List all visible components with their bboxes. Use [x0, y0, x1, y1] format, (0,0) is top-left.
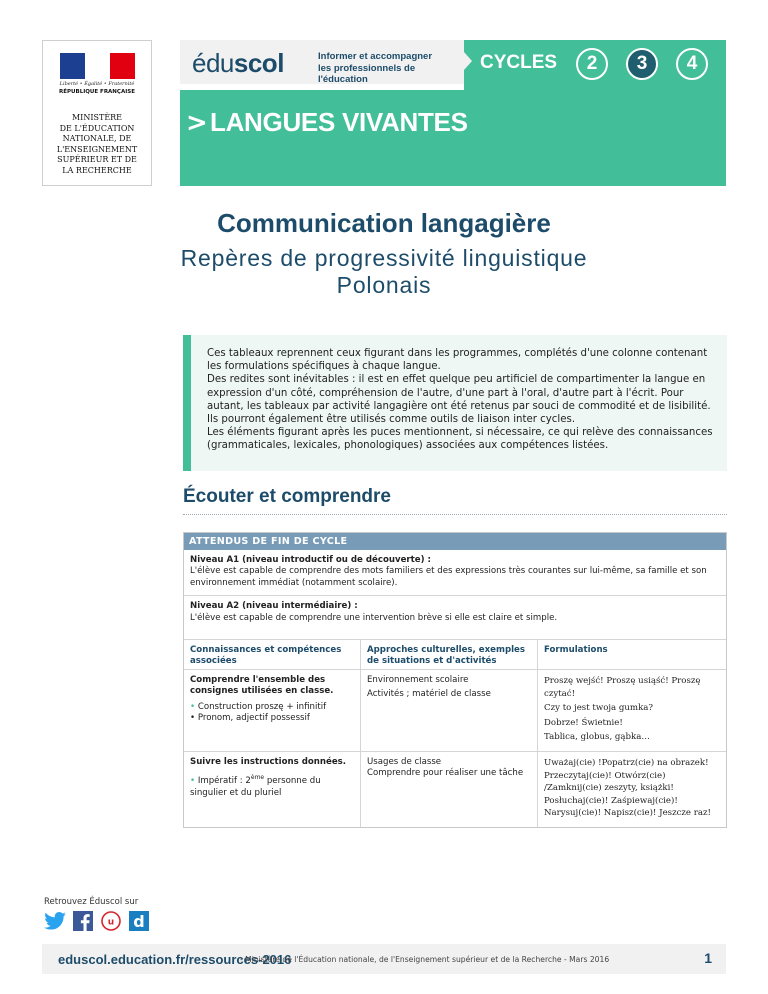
eduscol-logo[interactable]: éduscol [192, 48, 284, 78]
formulation: Uważaj(cie) !Popatrz(cie) na obrazek! Przeczytaj(cie)! Otwórz(cie) /Zamknij(cie) zeszyty, książki! Posłuchaj(cie)! Zaśpiewaj(cie)! Narysuj(cie)! Napisz(cie)! Jeszcze raz! [544, 758, 711, 819]
intro-box [183, 335, 727, 471]
dailymotion-icon[interactable] [128, 910, 150, 932]
table-header: ATTENDUS DE FIN DE CYCLE [184, 533, 726, 550]
subject-banner [180, 90, 726, 186]
page-subtitle: Repères de progressivité linguistique Polonais [180, 245, 588, 298]
footer-link[interactable]: eduscol.education.fr/ressources-2016 [58, 952, 292, 967]
intro-paragraph: Les éléments figurant après les puces mentionnent, si nécessaire, ce qui relève des connaissances (grammaticales, lexicales, phonologiques) associées aux compétences listées. [207, 427, 713, 452]
table-cell-competence [184, 670, 361, 752]
svg-text:d: d [133, 912, 145, 931]
footer-bar [42, 944, 726, 974]
competence-title: Comprendre l'ensemble des consignes utilisées en classe. [190, 675, 334, 697]
cycle-2-badge: 2 [576, 48, 608, 80]
level-a2 [184, 596, 726, 640]
section-divider [183, 514, 727, 515]
table-cell-formulations [538, 752, 726, 827]
cycle-4-badge: 4 [676, 48, 708, 80]
table-cell-approaches [361, 670, 538, 752]
competence-title: Suivre les instructions données. [190, 757, 347, 767]
table-cell-formulations [538, 670, 726, 752]
eduscol-banner [180, 40, 464, 84]
cycles-label: CYCLES [480, 52, 558, 73]
canalu-icon[interactable] [100, 910, 122, 932]
republic-name: RÉPUBLIQUE FRANÇAISE [59, 89, 135, 95]
social-caption: Retrouvez Éduscol sur [44, 897, 139, 907]
list-item: • Pronom, adjectif possessif [190, 713, 310, 724]
intro-paragraph: Des redites sont inévitables : il est en effet quelque peu artificiel de compartimenter la langue en expression d'un côté, compréhension de l'autre, d'une part à l'oral, d'autre part à l'écrit. Pour autant, les tableaux par activité langagière ont été retenus par souci de commodité et de lisibilité. [207, 374, 711, 412]
social-links [44, 910, 150, 932]
page-title: Communication langagière [217, 208, 551, 238]
level-title: Niveau A1 (niveau introductif ou de découverte) : [190, 555, 431, 565]
approach-item: Usages de classe [367, 757, 442, 767]
competence-table [183, 532, 727, 828]
banner-arrow [464, 52, 472, 70]
level-title: Niveau A2 (niveau intermédiaire) : [190, 601, 358, 612]
ministry-name: MINISTÈRE DE L'ÉDUCATION NATIONALE, DE L'ENSEIGNEMENT SUPÉRIEUR ET DE LA RECHERCHE [56, 113, 138, 175]
list-item: • Impératif : 2ème personne du singulier et du pluriel [190, 774, 321, 798]
table-cell-approaches [361, 752, 538, 827]
section-title: Écouter et comprendre [183, 486, 391, 507]
table-cell-competence [184, 752, 361, 827]
facebook-icon[interactable] [72, 910, 94, 932]
level-a1 [184, 550, 726, 596]
approach-item: Activités ; matériel de classe [367, 689, 491, 700]
cycle-3-badge: 3 [626, 48, 658, 80]
intro-paragraph: Ils pourront également être utilisés comme outils de liaison inter cycles. [207, 414, 576, 426]
list-item: • Construction proszę + infinitif [190, 701, 327, 712]
svg-text:u: u [107, 917, 115, 928]
marianne-flag-logo [60, 53, 135, 79]
level-text: L'élève est capable de comprendre une intervention brève si elle est claire et simple. [190, 612, 558, 623]
formulation: Dobrze! Świetnie! [544, 717, 623, 728]
column-header: Connaissances et compétences associées [184, 640, 361, 670]
subject-title: LANGUES VIVANTES [210, 107, 468, 137]
intro-paragraph: Ces tableaux reprennent ceux figurant dans les programmes, complétés d'une colonne contenant les formulations spécifiques à chaque langue. [207, 348, 708, 373]
republic-motto: Liberté • Égalité • Fraternité [59, 81, 135, 87]
chevron-right-icon: > [186, 108, 208, 138]
footer-info: - Ministère de l'Éducation nationale, de l'Enseignement supérieur et de la Recherche - Mars 2016 [240, 955, 610, 964]
approach-item: Environnement scolaire [367, 675, 469, 686]
twitter-icon[interactable] [44, 910, 66, 932]
column-header: Formulations [538, 640, 726, 670]
table-grid [184, 640, 726, 827]
formulation: Czy to jest twoja gumka? [544, 703, 654, 714]
column-header: Approches culturelles, exemples de situations et d'activités [361, 640, 538, 670]
page-number: 1 [704, 950, 712, 966]
approach-item: Comprendre pour réaliser une tâche [367, 768, 524, 779]
ministry-logo-block [42, 40, 152, 186]
cycles-banner [464, 40, 726, 90]
eduscol-tagline: Informer et accompagner les professionnels de l'éducation [318, 51, 433, 85]
formulation: Proszę wejść! Proszę usiąść! Proszę czytać! [544, 676, 701, 699]
formulation: Tablica, globus, gąbka… [544, 732, 650, 743]
level-text: L'élève est capable de comprendre des mots familiers et des expressions très courantes sur lui-même, sa famille et son environnement immédiat (notamment scolaire). [190, 566, 707, 588]
